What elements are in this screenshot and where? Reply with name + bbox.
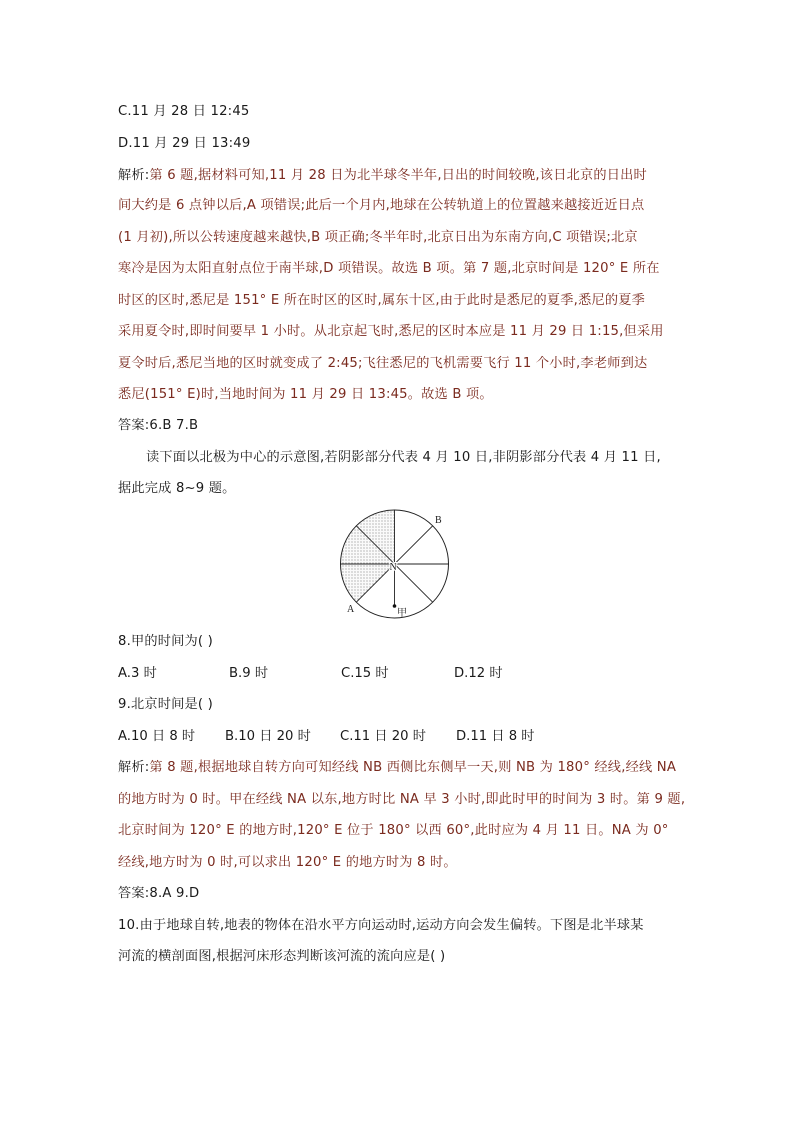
q9-stem: 9.北京时间是( ) bbox=[118, 697, 214, 712]
label-n: N bbox=[389, 562, 397, 573]
answer-text: 8.A 9.D bbox=[149, 886, 200, 901]
q8-option-d: D.12 时 bbox=[454, 666, 503, 681]
q9-option-b: B.10 日 20 时 bbox=[225, 729, 311, 744]
answer-67 bbox=[118, 418, 198, 434]
analysis-67-line-8: 悉尼(151° E)时,当地时间为 11 月 29 日 13:45。故选 B 项。 bbox=[118, 387, 493, 402]
q9-option-d: D.11 日 8 时 bbox=[456, 729, 535, 744]
answer-label: 答案: bbox=[118, 886, 150, 901]
analysis-67-line-2: 间大约是 6 点钟以后,A 项错误;此后一个月内,地球在公转轨道上的位置越来越接近近日点 bbox=[118, 198, 645, 213]
answer-text: 6.B 7.B bbox=[149, 418, 199, 433]
answer-89 bbox=[118, 886, 199, 902]
intro-89-line-2: 据此完成 8~9 题。 bbox=[118, 481, 236, 496]
q9-option-a: A.10 日 8 时 bbox=[118, 729, 196, 744]
analysis-text: 第 6 题,据材料可知,11 月 28 日为北半球冬半年,日出的时间较晚,该日北京的日出时 bbox=[149, 168, 647, 183]
analysis-67-line-3: (1 月初),所以公转速度越来越快,B 项正确;冬半年时,北京日出为东南方向,C 项错误;北京 bbox=[118, 230, 638, 245]
analysis-67-line-7: 夏令时后,悉尼当地的区时就变成了 2:45;飞往悉尼的飞机需要飞行 11 个小时,李老师到达 bbox=[118, 356, 648, 371]
analysis-label: 解析: bbox=[118, 760, 150, 775]
q8-option-a: A.3 时 bbox=[118, 666, 157, 681]
analysis-67-line-6: 采用夏令时,即时间要早 1 小时。从北京起飞时,悉尼的区时本应是 11 月 29 日 1:15,但采用 bbox=[118, 324, 664, 339]
polar-diagram bbox=[330, 505, 460, 627]
analysis-89-line-4: 经线,地方时为 0 时,可以求出 120° E 的地方时为 8 时。 bbox=[118, 855, 457, 870]
analysis-89-line-2: 的地方时为 0 时。甲在经线 NA 以东,地方时比 NA 早 3 小时,即此时甲的时间为 3 时。第 9 题, bbox=[118, 792, 686, 807]
q9-option-c: C.11 日 20 时 bbox=[340, 729, 426, 744]
analysis-label: 解析: bbox=[118, 168, 150, 183]
analysis-67-line-1 bbox=[118, 168, 647, 184]
label-jia: 甲 bbox=[397, 608, 407, 619]
q6-option-d: D.11 月 29 日 13:49 bbox=[118, 136, 251, 151]
analysis-89-line-1 bbox=[118, 760, 676, 776]
analysis-67-line-5: 时区的区时,悉尼是 151° E 所在时区的区时,属东十区,由于此时是悉尼的夏季,悉尼的夏季 bbox=[118, 293, 646, 308]
label-b: B bbox=[435, 515, 442, 526]
q10-line-2: 河流的横剖面图,根据河床形态判断该河流的流向应是( ) bbox=[118, 949, 446, 964]
analysis-text: 第 8 题,根据地球自转方向可知经线 NB 西侧比东侧早一天,则 NB 为 180° 经线,经线 NA bbox=[149, 760, 677, 775]
q10-line-1: 10.由于地球自转,地表的物体在沿水平方向运动时,运动方向会发生偏转。下图是北半球某 bbox=[118, 918, 644, 933]
q8-stem: 8.甲的时间为( ) bbox=[118, 634, 214, 649]
q8-option-b: B.9 时 bbox=[229, 666, 269, 681]
q6-option-c: C.11 月 28 日 12:45 bbox=[118, 104, 250, 119]
jia-point bbox=[393, 604, 397, 608]
label-a: A bbox=[347, 604, 355, 615]
analysis-67-line-4: 寒冷是因为太阳直射点位于南半球,D 项错误。故选 B 项。第 7 题,北京时间是 120° E 所在 bbox=[118, 261, 660, 276]
intro-89-line-1: 读下面以北极为中心的示意图,若阴影部分代表 4 月 10 日,非阴影部分代表 4 月 11 日, bbox=[146, 450, 661, 465]
analysis-89-line-3: 北京时间为 120° E 的地方时,120° E 位于 180° 以西 60°,此时应为 4 月 11 日。NA 为 0° bbox=[118, 823, 669, 838]
answer-label: 答案: bbox=[118, 418, 150, 433]
q8-option-c: C.15 时 bbox=[341, 666, 389, 681]
